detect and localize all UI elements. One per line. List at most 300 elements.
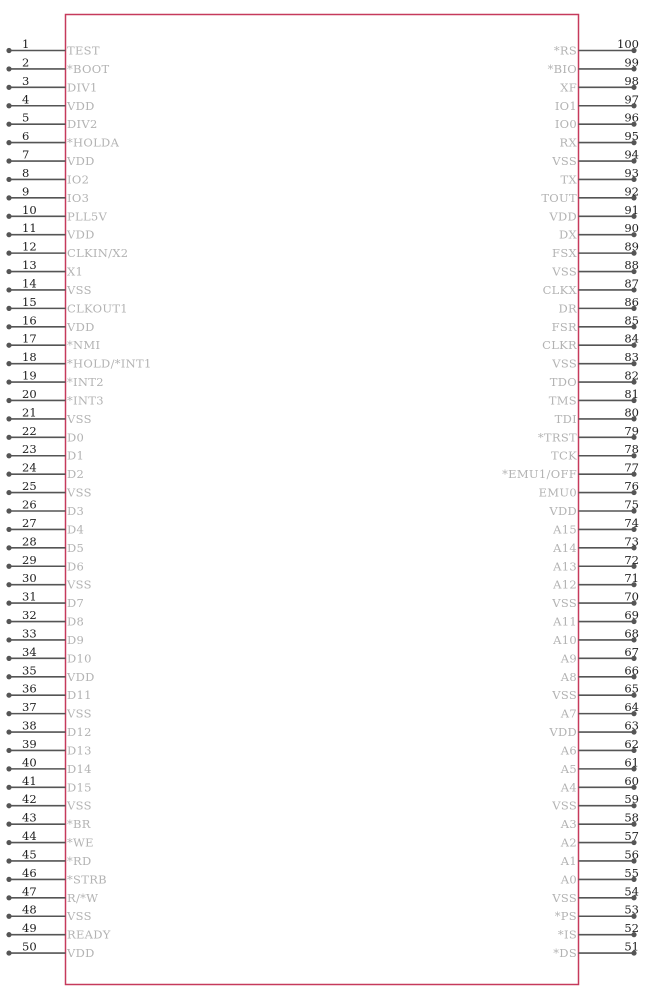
pin-number: 62 bbox=[624, 736, 639, 751]
pin-name: A5 bbox=[560, 761, 577, 776]
pin-number: 16 bbox=[22, 313, 37, 328]
pin-name: VDD bbox=[549, 725, 577, 740]
pin-number: 33 bbox=[22, 626, 37, 641]
pin-endpoint-dot bbox=[6, 379, 11, 384]
pin-endpoint-dot bbox=[6, 582, 11, 587]
pin-35 bbox=[6, 663, 94, 684]
pin-number: 69 bbox=[624, 608, 639, 623]
pin-name: VSS bbox=[67, 909, 92, 924]
pin-number: 34 bbox=[22, 644, 37, 659]
pin-number: 59 bbox=[624, 792, 639, 807]
pin-number: 44 bbox=[22, 829, 37, 844]
pin-name: D13 bbox=[67, 743, 92, 758]
pin-name: D12 bbox=[67, 725, 92, 740]
pin-number: 30 bbox=[22, 571, 37, 586]
pin-name: VDD bbox=[549, 209, 577, 224]
right-pin-group bbox=[502, 37, 639, 960]
pin-number: 32 bbox=[22, 608, 37, 623]
pin-endpoint-dot bbox=[6, 858, 11, 863]
pin-number: 55 bbox=[624, 865, 639, 880]
pin-name: READY bbox=[67, 927, 111, 942]
pin-36 bbox=[6, 682, 91, 703]
pin-number: 25 bbox=[22, 479, 37, 494]
pin-number: 18 bbox=[22, 350, 37, 365]
pin-name: *WE bbox=[67, 835, 94, 850]
pin-name: *RS bbox=[553, 43, 577, 58]
pin-name: VSS bbox=[552, 154, 577, 169]
pin-endpoint-dot bbox=[6, 435, 11, 440]
pin-name: D15 bbox=[67, 780, 92, 795]
pin-name: CLKR bbox=[542, 338, 577, 353]
pin-name: TMS bbox=[548, 393, 577, 408]
pin-name: A2 bbox=[560, 835, 577, 850]
pin-name: PLL5V bbox=[67, 209, 108, 224]
pin-3 bbox=[6, 74, 97, 95]
pin-number: 94 bbox=[624, 147, 639, 162]
pin-endpoint-dot bbox=[6, 122, 11, 127]
pin-40 bbox=[6, 755, 91, 776]
pin-17 bbox=[6, 332, 100, 353]
pin-13 bbox=[6, 258, 83, 279]
pin-number: 17 bbox=[22, 331, 37, 346]
pin-number: 57 bbox=[624, 829, 639, 844]
pin-name: VSS bbox=[552, 596, 577, 611]
pin-name: TOUT bbox=[541, 190, 577, 205]
pin-name: D8 bbox=[67, 614, 85, 629]
pin-endpoint-dot bbox=[6, 66, 11, 71]
pin-number: 5 bbox=[22, 110, 30, 125]
pin-name: A12 bbox=[553, 577, 577, 592]
pin-name: DIV2 bbox=[67, 117, 98, 132]
pin-name: A6 bbox=[560, 743, 577, 758]
pin-endpoint-dot bbox=[6, 785, 11, 790]
pin-name: VDD bbox=[67, 98, 95, 113]
pin-89 bbox=[552, 240, 639, 261]
pin-61 bbox=[560, 755, 639, 776]
pin-53 bbox=[555, 903, 639, 924]
pin-number: 72 bbox=[624, 552, 639, 567]
pin-number: 56 bbox=[624, 847, 639, 862]
pin-endpoint-dot bbox=[6, 490, 11, 495]
pin-60 bbox=[560, 774, 639, 795]
pin-endpoint-dot bbox=[6, 840, 11, 845]
pin-44 bbox=[6, 829, 93, 850]
pin-39 bbox=[6, 737, 91, 758]
pin-48 bbox=[6, 903, 91, 924]
pin-name: VSS bbox=[67, 798, 92, 813]
pin-number: 83 bbox=[624, 350, 639, 365]
pin-name: A15 bbox=[553, 522, 577, 537]
pin-number: 41 bbox=[22, 773, 37, 788]
pin-name: D11 bbox=[67, 688, 92, 703]
pin-80 bbox=[555, 405, 639, 426]
pin-name: D4 bbox=[67, 522, 85, 537]
pin-26 bbox=[6, 498, 84, 519]
pin-name: A7 bbox=[560, 706, 577, 721]
pin-name: A10 bbox=[553, 632, 577, 647]
pin-name: VSS bbox=[552, 798, 577, 813]
pin-endpoint-dot bbox=[6, 324, 11, 329]
pin-29 bbox=[6, 553, 84, 574]
pin-name: TDO bbox=[549, 375, 577, 390]
pin-endpoint-dot bbox=[6, 343, 11, 348]
pin-name: VDD bbox=[67, 669, 95, 684]
pin-name: *STRB bbox=[67, 872, 107, 887]
pin-endpoint-dot bbox=[6, 287, 11, 292]
pin-number: 75 bbox=[624, 497, 639, 512]
pin-87 bbox=[543, 276, 639, 297]
pin-8 bbox=[6, 166, 89, 187]
pin-95 bbox=[560, 129, 639, 150]
pin-86 bbox=[559, 295, 639, 316]
pin-endpoint-dot bbox=[6, 932, 11, 937]
pin-name: EMU0 bbox=[538, 485, 577, 500]
pin-endpoint-dot bbox=[6, 48, 11, 53]
pin-name: VSS bbox=[67, 706, 92, 721]
pin-9 bbox=[6, 184, 89, 205]
pin-endpoint-dot bbox=[6, 803, 11, 808]
pin-number: 98 bbox=[624, 73, 639, 88]
pin-number: 67 bbox=[624, 644, 639, 659]
pin-endpoint-dot bbox=[6, 416, 11, 421]
pin-name: VSS bbox=[67, 577, 92, 592]
pin-number: 42 bbox=[22, 792, 37, 807]
pin-name: DIV1 bbox=[67, 80, 98, 95]
pin-name: IO1 bbox=[554, 98, 577, 113]
pin-endpoint-dot bbox=[6, 177, 11, 182]
pin-number: 99 bbox=[624, 55, 639, 70]
pin-endpoint-dot bbox=[6, 269, 11, 274]
pin-number: 82 bbox=[624, 368, 639, 383]
pin-number: 38 bbox=[22, 718, 37, 733]
pin-endpoint-dot bbox=[6, 195, 11, 200]
pin-endpoint-dot bbox=[6, 877, 11, 882]
pin-number: 80 bbox=[624, 405, 639, 420]
pin-name: *PS bbox=[554, 909, 577, 924]
pin-number: 64 bbox=[624, 700, 639, 715]
pin-endpoint-dot bbox=[6, 158, 11, 163]
pin-number: 100 bbox=[617, 37, 639, 51]
pin-49 bbox=[6, 921, 110, 942]
pin-number: 88 bbox=[624, 258, 639, 273]
pin-number: 43 bbox=[22, 810, 37, 825]
pin-name: R/*W bbox=[67, 890, 99, 905]
pin-name: D10 bbox=[67, 651, 92, 666]
pin-number: 49 bbox=[22, 921, 37, 936]
pin-endpoint-dot bbox=[6, 85, 11, 90]
pin-24 bbox=[6, 461, 84, 482]
pin-number: 53 bbox=[624, 902, 639, 917]
pin-endpoint-dot bbox=[6, 453, 11, 458]
pin-name: A9 bbox=[560, 651, 577, 666]
pin-name: D0 bbox=[67, 430, 85, 445]
pin-endpoint-dot bbox=[6, 637, 11, 642]
pin-name: *HOLDA bbox=[67, 135, 120, 150]
pin-endpoint-dot bbox=[6, 822, 11, 827]
pin-77 bbox=[502, 461, 639, 482]
pin-endpoint-dot bbox=[6, 527, 11, 532]
pin-number: 48 bbox=[22, 902, 37, 917]
pin-endpoint-dot bbox=[6, 711, 11, 716]
pin-endpoint-dot bbox=[6, 140, 11, 145]
pin-name: VSS bbox=[67, 485, 92, 500]
pin-number: 11 bbox=[22, 221, 37, 236]
pin-name: *INT3 bbox=[67, 393, 104, 408]
pin-name: D9 bbox=[67, 632, 85, 647]
pin-name: A3 bbox=[560, 817, 577, 832]
pin-number: 8 bbox=[22, 165, 30, 180]
pin-63 bbox=[548, 719, 639, 740]
pin-14 bbox=[6, 276, 91, 297]
pin-number: 81 bbox=[624, 386, 639, 401]
pin-name: DX bbox=[558, 227, 577, 242]
pin-number: 36 bbox=[22, 681, 37, 696]
pin-name: RX bbox=[559, 135, 577, 150]
pin-number: 68 bbox=[624, 626, 639, 641]
pin-number: 50 bbox=[22, 939, 37, 954]
pin-96 bbox=[555, 111, 639, 131]
pin-22 bbox=[6, 424, 84, 445]
pin-number: 6 bbox=[22, 129, 30, 144]
pin-number: 12 bbox=[22, 239, 37, 254]
pin-name: DR bbox=[558, 301, 577, 316]
pin-number: 77 bbox=[624, 460, 639, 475]
left-pin-group bbox=[6, 37, 151, 960]
pin-name: *NMI bbox=[67, 338, 101, 353]
pin-number: 14 bbox=[22, 276, 37, 291]
pin-name: VSS bbox=[552, 890, 577, 905]
pin-12 bbox=[6, 240, 128, 261]
pin-45 bbox=[6, 847, 91, 868]
pin-endpoint-dot bbox=[6, 914, 11, 919]
pin-94 bbox=[551, 148, 639, 169]
pin-name: A8 bbox=[560, 669, 577, 684]
pin-number: 70 bbox=[624, 589, 639, 604]
pin-11 bbox=[6, 221, 94, 242]
pin-name: VDD bbox=[67, 154, 95, 169]
pin-71 bbox=[552, 571, 639, 592]
pin-5 bbox=[6, 111, 97, 131]
pin-number: 46 bbox=[22, 865, 37, 880]
pin-number: 4 bbox=[22, 92, 30, 107]
pin-name: VSS bbox=[67, 282, 92, 297]
pin-endpoint-dot bbox=[6, 693, 11, 698]
pin-number: 31 bbox=[22, 589, 37, 604]
pin-20 bbox=[6, 387, 103, 408]
pin-endpoint-dot bbox=[6, 748, 11, 753]
pin-number: 71 bbox=[624, 571, 639, 586]
pin-4 bbox=[6, 92, 94, 113]
pin-1 bbox=[6, 37, 99, 58]
component-body-outline bbox=[66, 15, 579, 985]
pin-number: 76 bbox=[624, 479, 639, 494]
pin-name: CLKX bbox=[542, 282, 577, 297]
pin-34 bbox=[6, 645, 91, 666]
pin-name: *INT2 bbox=[67, 375, 104, 390]
pin-number: 58 bbox=[624, 810, 639, 825]
pin-97 bbox=[555, 92, 639, 113]
pin-number: 28 bbox=[22, 534, 37, 549]
pin-7 bbox=[6, 148, 94, 169]
pin-number: 87 bbox=[624, 276, 639, 291]
pin-number: 51 bbox=[624, 939, 639, 954]
pin-number: 95 bbox=[624, 129, 639, 144]
pin-name: IO3 bbox=[67, 190, 90, 205]
pin-name: VDD bbox=[549, 504, 577, 518]
pin-name: D14 bbox=[67, 761, 92, 776]
pin-55 bbox=[560, 866, 639, 887]
pin-number: 60 bbox=[624, 773, 639, 788]
pin-name: IO0 bbox=[554, 117, 577, 132]
pin-number: 39 bbox=[22, 736, 37, 751]
pin-62 bbox=[560, 737, 639, 758]
pin-endpoint-dot bbox=[6, 766, 11, 771]
pin-number: 19 bbox=[22, 368, 37, 383]
pin-number: 45 bbox=[22, 847, 37, 862]
pin-15 bbox=[6, 295, 128, 316]
pin-name: *HOLD/*INT1 bbox=[67, 356, 152, 371]
pin-name: TCK bbox=[551, 448, 577, 463]
pin-name: D7 bbox=[67, 596, 85, 611]
pin-number: 54 bbox=[624, 884, 639, 899]
pin-number: 89 bbox=[624, 239, 639, 254]
pin-name: TX bbox=[560, 172, 577, 187]
pin-name: VDD bbox=[67, 227, 95, 242]
pin-41 bbox=[6, 774, 91, 795]
pin-number: 15 bbox=[22, 294, 37, 309]
pin-name: *EMU1/OFF bbox=[502, 467, 577, 482]
pin-number: 61 bbox=[624, 755, 639, 770]
pin-number: 93 bbox=[624, 165, 639, 180]
pin-number: 27 bbox=[22, 515, 37, 530]
pin-name: *IS bbox=[557, 927, 577, 942]
pin-38 bbox=[6, 719, 91, 740]
pin-23 bbox=[6, 442, 84, 463]
pin-name: A0 bbox=[560, 872, 577, 887]
pin-number: 13 bbox=[22, 258, 37, 273]
pin-number: 2 bbox=[22, 55, 30, 70]
pin-name: VDD bbox=[67, 319, 95, 334]
pin-number: 74 bbox=[624, 515, 639, 530]
pin-88 bbox=[551, 258, 639, 279]
pin-number: 21 bbox=[22, 405, 37, 420]
pin-number: 65 bbox=[624, 681, 639, 696]
pin-endpoint-dot bbox=[6, 251, 11, 256]
pin-number: 92 bbox=[624, 184, 639, 199]
pin-endpoint-dot bbox=[6, 232, 11, 237]
pin-56 bbox=[560, 847, 639, 868]
pin-78 bbox=[551, 442, 639, 463]
pin-name: A1 bbox=[560, 853, 577, 868]
pin-name: FSR bbox=[551, 319, 577, 334]
pin-name: IO2 bbox=[67, 172, 90, 187]
pin-name: CLKOUT1 bbox=[67, 301, 128, 316]
pin-28 bbox=[6, 534, 84, 555]
pin-number: 90 bbox=[624, 221, 639, 236]
pin-name: *BOOT bbox=[67, 61, 110, 76]
pin-number: 85 bbox=[624, 313, 639, 328]
pin-46 bbox=[6, 866, 107, 887]
pin-54 bbox=[551, 884, 639, 905]
pin-number: 26 bbox=[22, 497, 37, 512]
pin-50 bbox=[6, 940, 94, 961]
pin-73 bbox=[552, 534, 639, 555]
pin-70 bbox=[551, 590, 639, 611]
pin-69 bbox=[552, 608, 639, 629]
pin-number: 91 bbox=[624, 202, 639, 217]
pin-85 bbox=[552, 313, 639, 334]
pin-name: VSS bbox=[552, 356, 577, 371]
pin-name: A4 bbox=[560, 780, 577, 795]
pin-name: X1 bbox=[67, 264, 84, 279]
pin-72 bbox=[552, 553, 639, 574]
pin-endpoint-dot bbox=[6, 306, 11, 311]
pin-number: 9 bbox=[22, 184, 30, 199]
pin-number: 20 bbox=[22, 386, 37, 401]
pin-name: TDI bbox=[554, 411, 577, 426]
pin-30 bbox=[6, 571, 91, 592]
pin-number: 24 bbox=[22, 460, 37, 475]
pin-number: 73 bbox=[624, 534, 639, 549]
pin-16 bbox=[6, 313, 94, 334]
pin-name: D5 bbox=[67, 540, 85, 555]
pin-number: 7 bbox=[22, 147, 30, 162]
pin-endpoint-dot bbox=[6, 729, 11, 734]
pin-name: *TRST bbox=[537, 430, 577, 445]
pin-endpoint-dot bbox=[6, 950, 11, 955]
pin-number: 86 bbox=[624, 294, 639, 309]
pin-number: 97 bbox=[624, 92, 639, 107]
pin-endpoint-dot bbox=[6, 564, 11, 569]
pin-endpoint-dot bbox=[6, 214, 11, 219]
pin-name: D3 bbox=[67, 504, 85, 518]
pin-name: *BR bbox=[67, 817, 91, 832]
pin-endpoint-dot bbox=[6, 674, 11, 679]
pin-68 bbox=[552, 626, 639, 647]
pin-endpoint-dot bbox=[6, 601, 11, 606]
pin-number: 96 bbox=[624, 110, 639, 125]
pin-number: 63 bbox=[624, 718, 639, 733]
pin-42 bbox=[6, 792, 91, 813]
pin-number: 1 bbox=[22, 37, 30, 51]
pin-51 bbox=[553, 940, 639, 961]
pin-27 bbox=[6, 516, 84, 537]
pin-76 bbox=[539, 479, 639, 500]
pin-93 bbox=[561, 166, 639, 187]
pin-21 bbox=[6, 405, 91, 426]
pin-81 bbox=[549, 387, 639, 408]
pin-name: VSS bbox=[552, 688, 577, 703]
pin-name: D2 bbox=[67, 467, 85, 482]
pin-31 bbox=[6, 590, 84, 611]
pin-number: 10 bbox=[22, 202, 37, 217]
pin-64 bbox=[560, 700, 639, 721]
pin-98 bbox=[560, 74, 639, 95]
pin-37 bbox=[6, 700, 91, 721]
pin-endpoint-dot bbox=[6, 656, 11, 661]
pin-number: 29 bbox=[22, 552, 37, 567]
pin-endpoint-dot bbox=[6, 398, 11, 403]
pin-endpoint-dot bbox=[6, 619, 11, 624]
pin-number: 37 bbox=[22, 700, 37, 715]
pin-32 bbox=[6, 608, 84, 629]
pin-number: 78 bbox=[624, 442, 639, 457]
pin-number: 79 bbox=[624, 423, 639, 438]
pin-name: A14 bbox=[553, 540, 577, 555]
pin-number: 40 bbox=[22, 755, 37, 770]
pin-number: 23 bbox=[22, 442, 37, 457]
pin-number: 22 bbox=[22, 423, 37, 438]
